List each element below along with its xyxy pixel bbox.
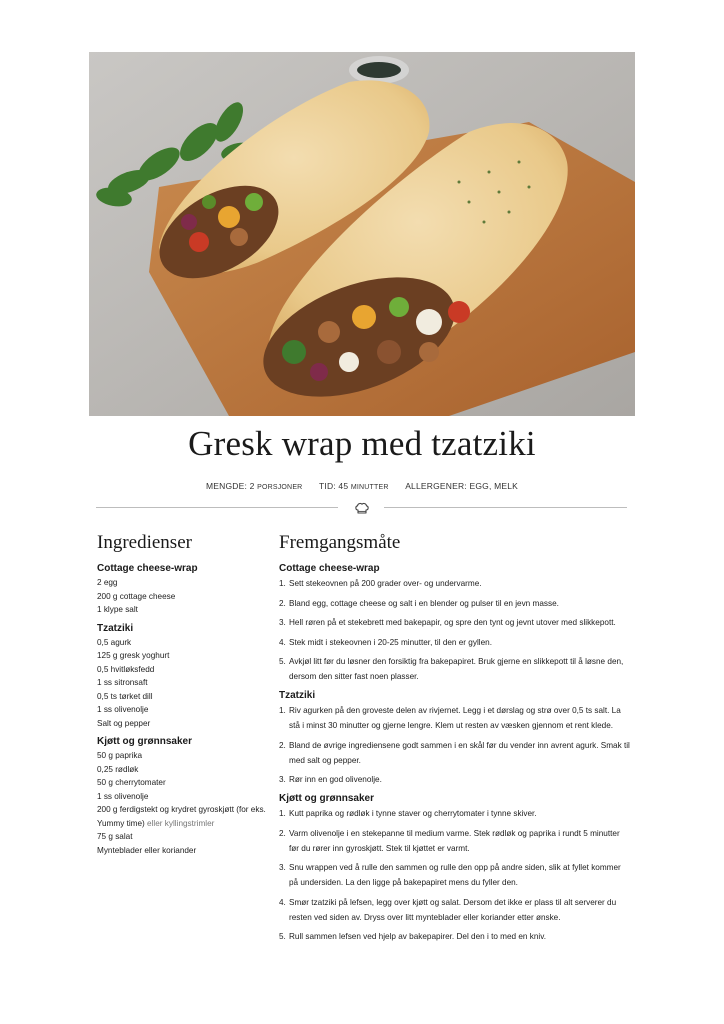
step-text: Kutt paprika og rødløk i tynne staver og cherrytomater i tynne skiver.: [289, 809, 537, 818]
time-unit: MINUTTER: [350, 484, 389, 491]
method-section: [279, 563, 631, 684]
method-step: 1. Sett stekeovnen på 200 grader over- og undervarme.: [279, 579, 482, 588]
ingredient-section: [97, 623, 272, 731]
ingredient-item: 200 g cottage cheese: [97, 591, 176, 601]
method-section-title: Cottage cheese-wrap: [279, 563, 380, 574]
step-text: Avkjøl litt før du løsner den forsiktig fra bakepapiret. Bruk gjerne en slikkepott til å løsne den, dersom den sitter fast noen plasser.: [289, 657, 624, 681]
ingredient-item: [97, 803, 272, 830]
step-text: Varm olivenolje i en stekepanne til medium varme. Stek rødløk og paprika i rundt 5 minutter før du rører inn gyroskjøtt. Stek til kjøttet er varmt.: [289, 828, 620, 853]
ingredient-item: 75 g salat: [97, 832, 133, 841]
ingredient-item: Mynteblader eller koriander: [97, 845, 197, 855]
step-list: [279, 576, 631, 684]
method-step: 3. Rør inn en god olivenolje.: [279, 775, 382, 784]
method-step: 3. Hell røren på et stekebrett med bakepapir, og spre den tynt og jevnt utover med slikkepott.: [279, 618, 616, 627]
ingredient-item: 0,25 rødløk: [97, 764, 139, 774]
ingredient-item: 50 g paprika: [97, 751, 143, 760]
method-step: 4. Smør tzatziki på lefsen, legg over kjøtt og salat. Dersom det ikke er plass til alt serverer du resten ved siden av. Dryss over litt mynteblader eller koriander etter ønske.: [279, 897, 617, 922]
ingredient-item: Salt og pepper: [97, 718, 151, 728]
amount-meta: [206, 481, 303, 491]
step-list: [279, 703, 631, 787]
gyros-alternative: eller kyllingstrimler: [147, 818, 215, 828]
amount-unit: PORSJONER: [257, 484, 303, 491]
ingredient-item: 0,5 hvitløksfedd: [97, 664, 155, 674]
ingredient-section-title: Cottage cheese-wrap: [97, 563, 198, 574]
step-text: Snu wrappen ved å rulle den sammen og rulle den opp på andre siden, slik at fyllet kommer på undersiden. La den ligge på bakepapiret mens du fyller den.: [289, 863, 621, 887]
ingredient-item: 1 klype salt: [97, 605, 138, 614]
method-section: [279, 793, 631, 944]
time-label: TID: 45: [319, 481, 349, 491]
ingredients-column: [97, 532, 272, 863]
ingredient-item: 1 ss olivenolje: [97, 705, 149, 714]
step-text: Smør tzatziki på lefsen, legg over kjøtt og salat. Dersom det ikke er plass til alt serverer du resten ved siden av. Dryss over litt mynteblader eller koriander etter ønske.: [289, 897, 617, 922]
ingredient-section-title: Tzatziki: [97, 622, 134, 634]
chef-hat-icon: [354, 500, 370, 516]
ingredient-section-title: Kjøtt og grønnsaker: [97, 736, 193, 747]
ingredient-list: [97, 576, 272, 617]
ingredient-list: [97, 636, 272, 731]
method-step: 2. Varm olivenolje i en stekepanne til medium varme. Stek rødløk og paprika i rundt 5 minutter før du rører inn gyroskjøtt. Stek til kjøttet er varmt.: [279, 828, 620, 853]
step-text: Sett stekeovnen på 200 grader over- og undervarme.: [289, 579, 482, 588]
amount-label: MENGDE: 2: [205, 481, 255, 491]
method-section-title: Kjøtt og grønnsaker: [279, 793, 375, 804]
time-meta: [319, 481, 389, 491]
step-list: [279, 806, 631, 944]
step-text: Bland de øvrige ingrediensene godt sammen i en skål før du vender inn avrent agurk. Smak til med salt og pepper.: [289, 740, 630, 765]
allergens-meta: ALLERGENER: EGG, MELK: [405, 481, 519, 491]
ingredients-heading: Ingredienser: [97, 532, 192, 553]
method-column: [279, 532, 631, 950]
ingredient-list: [97, 749, 272, 857]
recipe-meta: [0, 481, 724, 491]
ingredient-item: 125 g gresk yoghurt: [97, 651, 170, 660]
ingredient-item: 2 egg: [97, 578, 118, 587]
recipe-title: Gresk wrap med tzatziki: [188, 424, 536, 463]
ingredient-item: 1 ss sitronsaft: [97, 678, 148, 687]
step-text: Stek midt i stekeovnen i 20-25 minutter, til den er gyllen.: [289, 637, 492, 647]
ingredient-section: [97, 563, 272, 617]
divider-left: [96, 507, 338, 508]
ingredient-item: 50 g cherrytomater: [97, 778, 166, 787]
step-text: Hell røren på et stekebrett med bakepapir, og spre den tynt og jevnt utover med slikkepott.: [289, 618, 616, 627]
ingredient-section: [97, 736, 272, 857]
method-step: 5. Avkjøl litt før du løsner den forsiktig fra bakepapiret. Bruk gjerne en slikkepott til å løsne den, dersom den sitter fast noen plasser.: [279, 657, 624, 681]
ingredient-item: 0,5 agurk: [97, 637, 132, 647]
divider-right: [384, 507, 627, 508]
method-heading: Fremgangsmåte: [279, 532, 401, 553]
wrap-photo-illustration: [89, 52, 635, 416]
method-section-title: Tzatziki: [279, 690, 316, 701]
method-step: 3. Snu wrappen ved å rulle den sammen og rulle den opp på andre siden, slik at fyllet kommer på undersiden. La den ligge på bakepapiret mens du fyller den.: [279, 863, 621, 887]
method-step: 1. Kutt paprika og rødløk i tynne staver og cherrytomater i tynne skiver.: [279, 809, 537, 818]
step-text: Rull sammen lefsen ved hjelp av bakepapirer. Del den i to med en kniv.: [289, 932, 546, 941]
step-text: Rør inn en god olivenolje.: [289, 775, 382, 784]
gyros-text: 200 g ferdigstekt og krydret gyroskjøtt (for eks. Yummy time): [97, 805, 266, 828]
method-step: 4. Stek midt i stekeovnen i 20-25 minutter, til den er gyllen.: [279, 637, 492, 647]
ingredient-item: 1 ss olivenolje: [97, 791, 149, 801]
method-step: 5. Rull sammen lefsen ved hjelp av bakepapirer. Del den i to med en kniv.: [279, 932, 546, 941]
hero-photo: [89, 52, 635, 416]
method-section: [279, 690, 631, 787]
method-step: 2. Bland egg, cottage cheese og salt i en blender og pulser til en jevn masse.: [279, 598, 559, 608]
method-step: 1. Riv agurken på den groveste delen av rivjernet. Legg i et dørslag og strø over 0,5 ts salt. La stå i minst 30 minutter og gjerne lengre. Klem ut resten av væsken gjennom et rent klede.: [279, 706, 621, 730]
step-text: Bland egg, cottage cheese og salt i en blender og pulser til en jevn masse.: [289, 598, 559, 608]
ingredient-item: 0,5 ts tørket dill: [97, 691, 153, 701]
method-step: 2. Bland de øvrige ingrediensene godt sammen i en skål før du vender inn avrent agurk. Smak til med salt og pepper.: [279, 740, 630, 765]
step-text: Riv agurken på den groveste delen av rivjernet. Legg i et dørslag og strø over 0,5 ts salt. La stå i minst 30 minutter og gjerne lengre. Klem ut resten av væsken gjennom et rent klede.: [289, 706, 621, 730]
